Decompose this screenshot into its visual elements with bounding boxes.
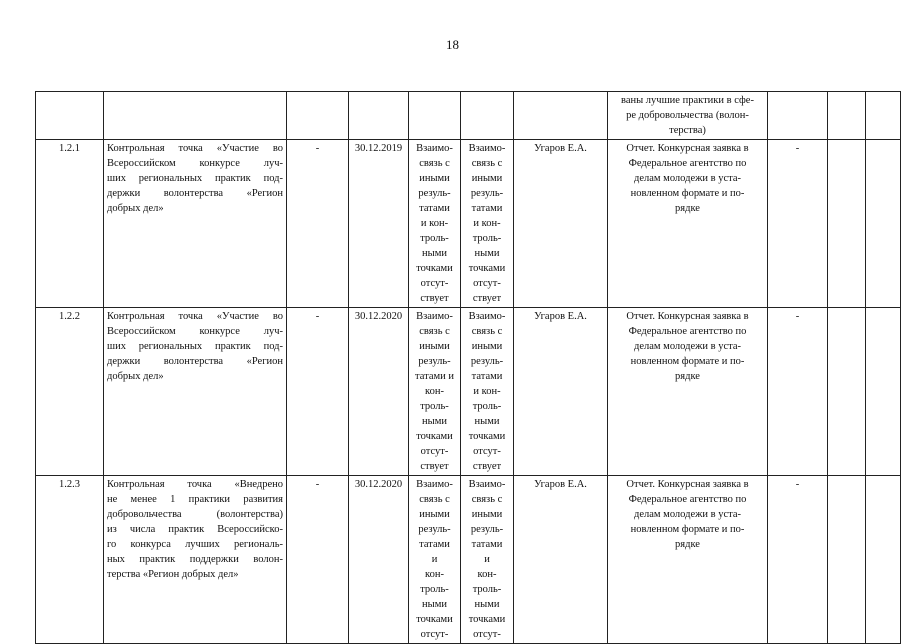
cell-name — [104, 476, 287, 644]
relation-line: резуль- — [470, 356, 504, 367]
cell-relation-a — [409, 92, 461, 140]
relation-line: татами — [471, 539, 503, 550]
relation-line: связь с — [419, 494, 450, 505]
cell-num: 1.2.2 — [36, 308, 104, 476]
relation-line: Взаимо- — [416, 311, 453, 322]
relation-line: троль- — [472, 401, 502, 412]
relation-line: ными — [474, 599, 500, 610]
document-line: новленном формате и по- — [630, 524, 745, 535]
cell-document — [608, 140, 768, 308]
table-row — [36, 308, 901, 476]
document-line: Федеральное агентство по — [628, 158, 747, 169]
cell-extra-1 — [828, 140, 866, 308]
name-line: не менее 1 практики развития — [107, 494, 283, 505]
cell-relation-b — [461, 92, 514, 140]
document-line: Отчет. Конкурсная заявка в — [626, 143, 749, 154]
document-line: делам молодежи в уста- — [634, 509, 741, 520]
cell-extra-2 — [866, 308, 901, 476]
cell-relation-a — [409, 140, 461, 308]
relation-line: кон- — [425, 569, 444, 580]
name-line: Всероссийском конкурсе луч- — [107, 326, 283, 337]
relation-line: резуль- — [470, 188, 504, 199]
name-line: ших региональных практик под- — [107, 341, 283, 352]
relation-line: связь с — [419, 326, 450, 337]
relation-line: татами и — [415, 371, 454, 382]
document-line: Федеральное агентство по — [628, 326, 747, 337]
name-line: из числа практик Всероссийско- — [107, 524, 283, 535]
cell-document — [608, 92, 768, 140]
document-line: ре добровольчества (волон- — [626, 110, 749, 121]
relation-line: резуль- — [418, 524, 451, 535]
name-line: ших региональных практик под- — [107, 173, 283, 184]
cell-extra-1 — [828, 92, 866, 140]
relation-line: точками — [468, 431, 506, 442]
relation-line: связь с — [471, 158, 503, 169]
relation-line: троль- — [420, 233, 449, 244]
cell-extra-1 — [828, 308, 866, 476]
relation-line: и кон- — [473, 386, 501, 397]
name-line: добрых дел» — [107, 371, 164, 382]
cell-relation-b — [461, 476, 514, 644]
document-line: ваны лучшие практики в сфе- — [621, 95, 754, 106]
relation-line: ными — [474, 416, 500, 427]
relation-line: кон- — [425, 386, 444, 397]
name-line: го конкурса лучших региональ- — [107, 539, 283, 550]
cell-responsible: Угаров Е.А. — [514, 308, 608, 476]
relation-line: отсут- — [420, 446, 449, 457]
cell-end — [349, 92, 409, 140]
document-line: рядке — [675, 539, 700, 550]
relation-line: Взаимо- — [468, 143, 506, 154]
cell-level: - — [768, 140, 828, 308]
relation-line: ными — [422, 599, 447, 610]
document-line: делам молодежи в уста- — [634, 173, 741, 184]
cell-name — [104, 92, 287, 140]
cell-document — [608, 308, 768, 476]
name-line: Контрольная точка «Участие во — [107, 311, 283, 322]
document-line: терства) — [669, 125, 706, 136]
relation-line: ствует — [420, 461, 449, 472]
cell-extra-1 — [828, 476, 866, 644]
name-line: держки волонтерства «Регион — [107, 188, 283, 199]
relation-line: иными — [419, 341, 450, 352]
cell-extra-2 — [866, 476, 901, 644]
relation-line: иными — [471, 509, 503, 520]
relation-line: точками — [468, 263, 506, 274]
cell-start — [287, 92, 349, 140]
cell-relation-a — [409, 476, 461, 644]
name-line: держки волонтерства «Регион — [107, 356, 283, 367]
table-row — [36, 140, 901, 308]
name-line: Контрольная точка «Участие во — [107, 143, 283, 154]
document-line: Отчет. Конкурсная заявка в — [626, 479, 749, 490]
relation-line: связь с — [471, 326, 503, 337]
relation-line: троль- — [420, 401, 449, 412]
cell-name — [104, 308, 287, 476]
relation-line: ными — [422, 416, 447, 427]
relation-line: ствует — [420, 293, 449, 304]
cell-num: 1.2.3 — [36, 476, 104, 644]
relation-line: Взаимо- — [416, 479, 453, 490]
relation-line: и — [431, 554, 438, 565]
relation-line: ными — [422, 248, 447, 259]
name-line: добровольчества (волонтерства) — [107, 509, 283, 520]
relation-line: Взаимо- — [468, 311, 506, 322]
relation-line: татами — [419, 539, 450, 550]
relation-line: ствует — [472, 461, 502, 472]
cell-level: - — [768, 476, 828, 644]
relation-line: связь с — [419, 158, 450, 169]
relation-line: точками — [416, 614, 453, 625]
relation-line: троль- — [420, 584, 449, 595]
relation-line: резуль- — [418, 188, 451, 199]
cell-end: 30.12.2020 — [349, 476, 409, 644]
cell-num — [36, 92, 104, 140]
relation-line: кон- — [477, 569, 497, 580]
relation-line: отсут- — [473, 629, 501, 640]
cell-name — [104, 140, 287, 308]
page-number: 18 — [446, 37, 459, 52]
relation-line: точками — [468, 614, 506, 625]
cell-end: 30.12.2020 — [349, 308, 409, 476]
cell-level: - — [768, 308, 828, 476]
relation-line: точками — [416, 431, 453, 442]
table-row — [36, 476, 901, 644]
relation-line: отсут- — [420, 278, 449, 289]
cell-end: 30.12.2019 — [349, 140, 409, 308]
document-line: новленном формате и по- — [630, 188, 745, 199]
relation-line: Взаимо- — [468, 479, 506, 490]
document-line: Федеральное агентство по — [628, 494, 747, 505]
relation-line: и кон- — [420, 218, 449, 229]
document-line: новленном формате и по- — [630, 356, 745, 367]
relation-line: точками — [416, 263, 453, 274]
name-line: Контрольная точка «Внедрено — [107, 479, 283, 490]
relation-line: троль- — [472, 233, 502, 244]
relation-line: ствует — [472, 293, 502, 304]
cell-level — [768, 92, 828, 140]
cell-responsible: Угаров Е.А. — [514, 476, 608, 644]
document-line: рядке — [675, 203, 700, 214]
cell-extra-2 — [866, 140, 901, 308]
name-line: терства «Регион добрых дел» — [107, 569, 239, 580]
cell-document — [608, 476, 768, 644]
cell-extra-2 — [866, 92, 901, 140]
cell-num: 1.2.1 — [36, 140, 104, 308]
relation-line: отсут- — [473, 446, 501, 457]
cell-start: - — [287, 476, 349, 644]
cell-responsible — [514, 92, 608, 140]
relation-line: ными — [474, 248, 500, 259]
document-line: Отчет. Конкурсная заявка в — [626, 311, 749, 322]
relation-line: отсут- — [473, 278, 501, 289]
relation-line: татами — [419, 203, 450, 214]
relation-line: и — [484, 554, 490, 565]
control-points-table — [35, 91, 901, 644]
relation-line: резуль- — [418, 356, 451, 367]
relation-line: иными — [471, 341, 503, 352]
name-line: добрых дел» — [107, 203, 164, 214]
continuation-row — [36, 92, 901, 140]
relation-line: татами — [471, 203, 503, 214]
relation-line: иными — [419, 509, 450, 520]
relation-line: иными — [419, 173, 450, 184]
name-line: Всероссийском конкурсе луч- — [107, 158, 283, 169]
document-line: делам молодежи в уста- — [634, 341, 741, 352]
relation-line: троль- — [472, 584, 502, 595]
relation-line: татами — [471, 371, 503, 382]
relation-line: иными — [471, 173, 503, 184]
relation-line: Взаимо- — [416, 143, 453, 154]
cell-relation-b — [461, 308, 514, 476]
cell-start: - — [287, 140, 349, 308]
name-line: ных практик поддержки волон- — [107, 554, 283, 565]
relation-line: резуль- — [470, 524, 504, 535]
relation-line: отсут- — [420, 629, 449, 640]
relation-line: и кон- — [473, 218, 501, 229]
cell-relation-a — [409, 308, 461, 476]
cell-relation-b — [461, 140, 514, 308]
relation-line: связь с — [471, 494, 503, 505]
cell-responsible: Угаров Е.А. — [514, 140, 608, 308]
cell-start: - — [287, 308, 349, 476]
document-line: рядке — [675, 371, 700, 382]
